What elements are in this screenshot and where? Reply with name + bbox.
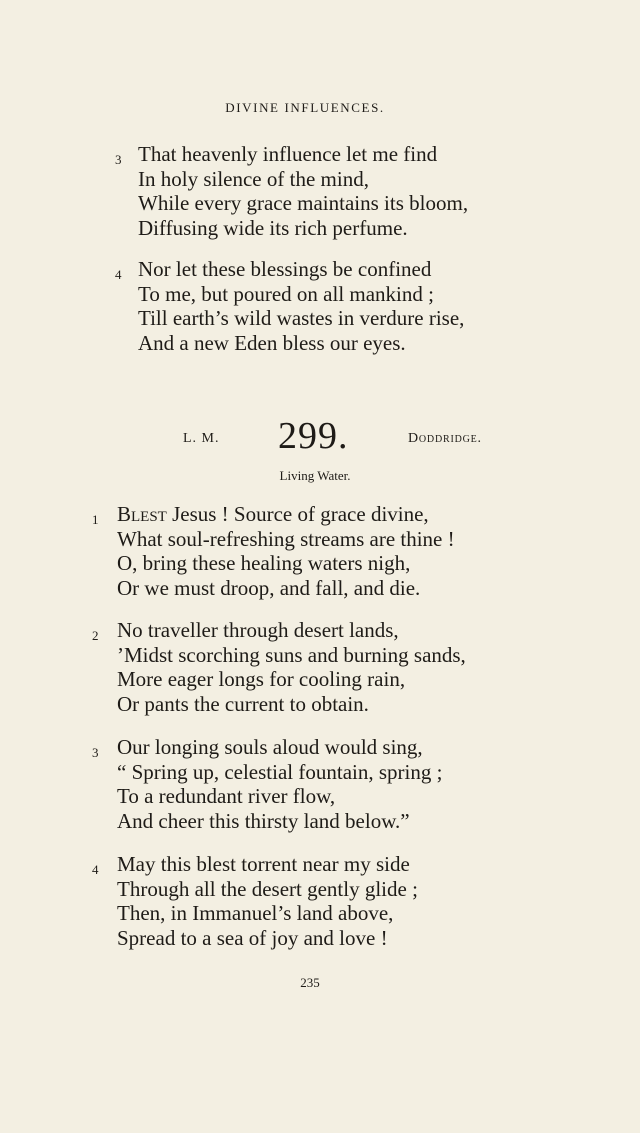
- verse-line: O, bring these healing waters nigh,: [117, 551, 411, 575]
- hymn-stanza-4: [92, 852, 418, 950]
- verse-line: To a redundant river flow,: [117, 784, 336, 808]
- hymn-author: Doddridge.: [408, 431, 482, 446]
- verse-line: Or we must droop, and fall, and die.: [117, 575, 421, 600]
- verse-line: Our longing souls aloud would sing,: [117, 735, 423, 759]
- hymn-stanza-3: [92, 735, 443, 833]
- verse-line: Or pants the current to obtain.: [117, 691, 369, 716]
- stanza-number: 2: [92, 628, 99, 643]
- verse-line: Nor let these blessings be confined: [138, 257, 432, 281]
- running-head: DIVINE INFLUENCES.: [225, 100, 385, 115]
- verse-line-first: [117, 502, 455, 527]
- verse-line: Through all the desert gently glide ;: [117, 876, 418, 901]
- hymn-stanza-1: [92, 502, 455, 600]
- verse-line: Then, in Immanuel’s land above,: [117, 901, 394, 925]
- stanza-number: 1: [92, 512, 99, 527]
- prev-hymn-stanza-4: [115, 257, 465, 355]
- page-number: 235: [300, 975, 320, 990]
- stanza-number: 3: [115, 152, 122, 167]
- prev-hymn-stanza-3: [115, 142, 469, 240]
- verse-line: May this blest torrent near my side: [117, 852, 410, 876]
- verse-line: Till earth’s wild wastes in verdure rise,: [138, 306, 465, 330]
- stanza-number: 4: [115, 267, 122, 282]
- verse-line: That heavenly influence let me find: [138, 142, 438, 166]
- stanza-number: 4: [92, 862, 99, 877]
- verse-line: Spread to a sea of joy and love !: [117, 925, 388, 950]
- verse-line: While every grace maintains its bloom,: [138, 191, 469, 215]
- hymn-header: [0, 414, 640, 464]
- verse-line: More eager longs for cooling rain,: [117, 667, 406, 691]
- stanza-number: 3: [92, 745, 99, 760]
- hymn-stanza-2: [92, 618, 466, 716]
- verse-line: ’Midst scorching suns and burning sands,: [117, 642, 466, 667]
- verse-line: To me, but poured on all mankind ;: [138, 281, 434, 306]
- hymn-meter: L. M.: [183, 431, 220, 446]
- verse-line: In holy silence of the mind,: [138, 166, 369, 191]
- hymn-title: Living Water.: [279, 468, 351, 483]
- verse-line: And a new Eden bless our eyes.: [138, 330, 406, 355]
- first-word: Blest: [117, 502, 167, 526]
- first-line-rest: Jesus ! Source of grace divine,: [166, 502, 429, 526]
- verse-line: No traveller through desert lands,: [117, 618, 399, 642]
- verse-line: Diffusing wide its rich perfume.: [138, 215, 408, 240]
- hymn-number: 299.: [278, 415, 349, 457]
- verse-line: “ Spring up, celestial fountain, spring ;: [117, 759, 443, 784]
- verse-line: What soul-refreshing streams are thine !: [117, 526, 455, 551]
- verse-line: And cheer this thirsty land below.”: [117, 808, 410, 833]
